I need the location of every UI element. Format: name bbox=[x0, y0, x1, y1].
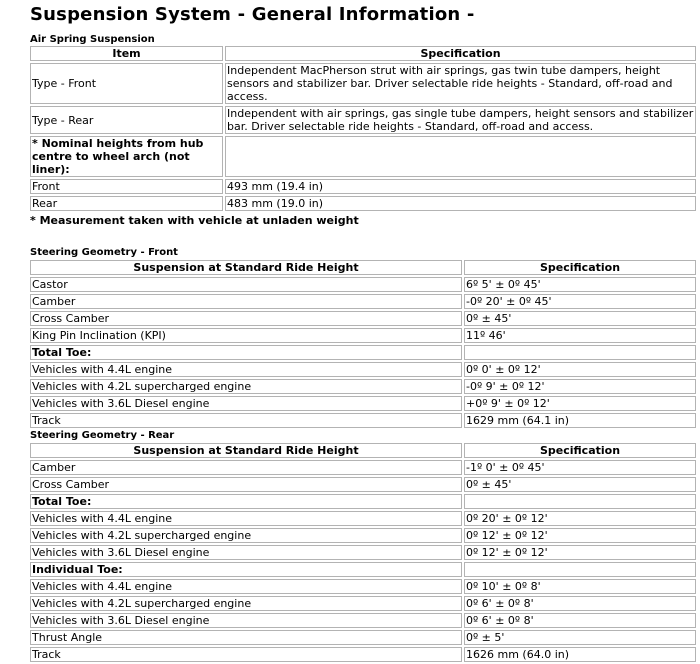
header-suspension: Suspension at Standard Ride Height bbox=[30, 260, 462, 275]
row-item: Total Toe: bbox=[30, 494, 462, 509]
table-row bbox=[30, 106, 696, 134]
table-row bbox=[30, 63, 696, 104]
row-spec: 0º 12' ± 0º 12' bbox=[464, 545, 696, 560]
row-spec bbox=[225, 136, 696, 177]
measurement-note: * Measurement taken with vehicle at unladen weight bbox=[30, 214, 359, 227]
row-item: Vehicles with 4.2L supercharged engine bbox=[30, 596, 462, 611]
table-row bbox=[30, 460, 696, 475]
row-item: Vehicles with 3.6L Diesel engine bbox=[30, 396, 462, 411]
row-item: Vehicles with 4.2L supercharged engine bbox=[30, 528, 462, 543]
row-item: Track bbox=[30, 413, 462, 428]
table-row bbox=[30, 362, 696, 377]
rear-geometry-caption: Steering Geometry - Rear bbox=[30, 430, 175, 441]
row-item: Vehicles with 3.6L Diesel engine bbox=[30, 545, 462, 560]
row-item: Vehicles with 4.4L engine bbox=[30, 579, 462, 594]
table-row bbox=[30, 379, 696, 394]
table-row bbox=[30, 630, 696, 645]
row-spec: 0º 6' ± 0º 8' bbox=[464, 596, 696, 611]
row-item: Track bbox=[30, 647, 462, 662]
row-item: Camber bbox=[30, 294, 462, 309]
air-suspension-caption: Air Spring Suspension bbox=[30, 34, 155, 45]
table-row bbox=[30, 562, 696, 577]
table-header-row bbox=[30, 260, 696, 275]
row-item: Thrust Angle bbox=[30, 630, 462, 645]
row-spec: 0º ± 5' bbox=[464, 630, 696, 645]
table-row bbox=[30, 277, 696, 292]
row-item: Total Toe: bbox=[30, 345, 462, 360]
row-spec: 1626 mm (64.0 in) bbox=[464, 647, 696, 662]
row-item: Type - Rear bbox=[30, 106, 223, 134]
table-row bbox=[30, 613, 696, 628]
table-row bbox=[30, 328, 696, 343]
row-spec bbox=[464, 562, 696, 577]
table-row bbox=[30, 294, 696, 309]
row-spec: -1º 0' ± 0º 45' bbox=[464, 460, 696, 475]
table-row bbox=[30, 396, 696, 411]
row-item: Camber bbox=[30, 460, 462, 475]
row-spec: 1629 mm (64.1 in) bbox=[464, 413, 696, 428]
table-row bbox=[30, 136, 696, 177]
row-spec: 493 mm (19.4 in) bbox=[225, 179, 696, 194]
row-item: Vehicles with 4.2L supercharged engine bbox=[30, 379, 462, 394]
row-spec: 0º 12' ± 0º 12' bbox=[464, 528, 696, 543]
row-spec: 0º 20' ± 0º 12' bbox=[464, 511, 696, 526]
table-row bbox=[30, 494, 696, 509]
row-spec: 6º 5' ± 0º 45' bbox=[464, 277, 696, 292]
table-row bbox=[30, 511, 696, 526]
row-spec: 0º ± 45' bbox=[464, 477, 696, 492]
row-item: Castor bbox=[30, 277, 462, 292]
front-geometry-caption: Steering Geometry - Front bbox=[30, 247, 178, 258]
header-specification: Specification bbox=[464, 443, 696, 458]
row-spec bbox=[464, 345, 696, 360]
table-row bbox=[30, 596, 696, 611]
page-title: Suspension System - General Information - bbox=[30, 4, 475, 25]
row-spec: 11º 46' bbox=[464, 328, 696, 343]
row-item: Cross Camber bbox=[30, 311, 462, 326]
row-item: Individual Toe: bbox=[30, 562, 462, 577]
row-item: Cross Camber bbox=[30, 477, 462, 492]
header-suspension: Suspension at Standard Ride Height bbox=[30, 443, 462, 458]
row-item: Front bbox=[30, 179, 223, 194]
table-row bbox=[30, 179, 696, 194]
table-row bbox=[30, 345, 696, 360]
row-spec: Independent with air springs, gas single tube dampers, height sensors and stabilizer bar. Driver selectable ride heights - Standard, off-road and access. bbox=[225, 106, 696, 134]
row-spec: 483 mm (19.0 in) bbox=[225, 196, 696, 211]
front-geometry-table bbox=[28, 258, 698, 430]
table-row bbox=[30, 311, 696, 326]
row-item: Rear bbox=[30, 196, 223, 211]
row-spec bbox=[464, 494, 696, 509]
table-row bbox=[30, 647, 696, 662]
header-item: Item bbox=[30, 46, 223, 61]
table-row bbox=[30, 528, 696, 543]
row-item: King Pin Inclination (KPI) bbox=[30, 328, 462, 343]
row-spec: 0º ± 45' bbox=[464, 311, 696, 326]
row-item: Type - Front bbox=[30, 63, 223, 104]
table-header-row bbox=[30, 443, 696, 458]
header-specification: Specification bbox=[464, 260, 696, 275]
header-specification: Specification bbox=[225, 46, 696, 61]
row-spec: 0º 0' ± 0º 12' bbox=[464, 362, 696, 377]
air-suspension-table bbox=[28, 44, 698, 213]
table-row bbox=[30, 545, 696, 560]
row-spec: Independent MacPherson strut with air springs, gas twin tube dampers, height sensors and stabilizer bar. Driver selectable ride heights - Standard, off-road and access. bbox=[225, 63, 696, 104]
table-header-row bbox=[30, 46, 696, 61]
table-row bbox=[30, 477, 696, 492]
row-spec: 0º 6' ± 0º 8' bbox=[464, 613, 696, 628]
row-spec: -0º 20' ± 0º 45' bbox=[464, 294, 696, 309]
rear-geometry-table bbox=[28, 441, 698, 664]
row-spec: 0º 10' ± 0º 8' bbox=[464, 579, 696, 594]
table-row bbox=[30, 579, 696, 594]
table-row bbox=[30, 413, 696, 428]
row-item: Vehicles with 4.4L engine bbox=[30, 362, 462, 377]
row-item: Vehicles with 3.6L Diesel engine bbox=[30, 613, 462, 628]
row-spec: +0º 9' ± 0º 12' bbox=[464, 396, 696, 411]
row-item: Vehicles with 4.4L engine bbox=[30, 511, 462, 526]
row-item: * Nominal heights from hub centre to wheel arch (not liner): bbox=[30, 136, 223, 177]
table-row bbox=[30, 196, 696, 211]
row-spec: -0º 9' ± 0º 12' bbox=[464, 379, 696, 394]
